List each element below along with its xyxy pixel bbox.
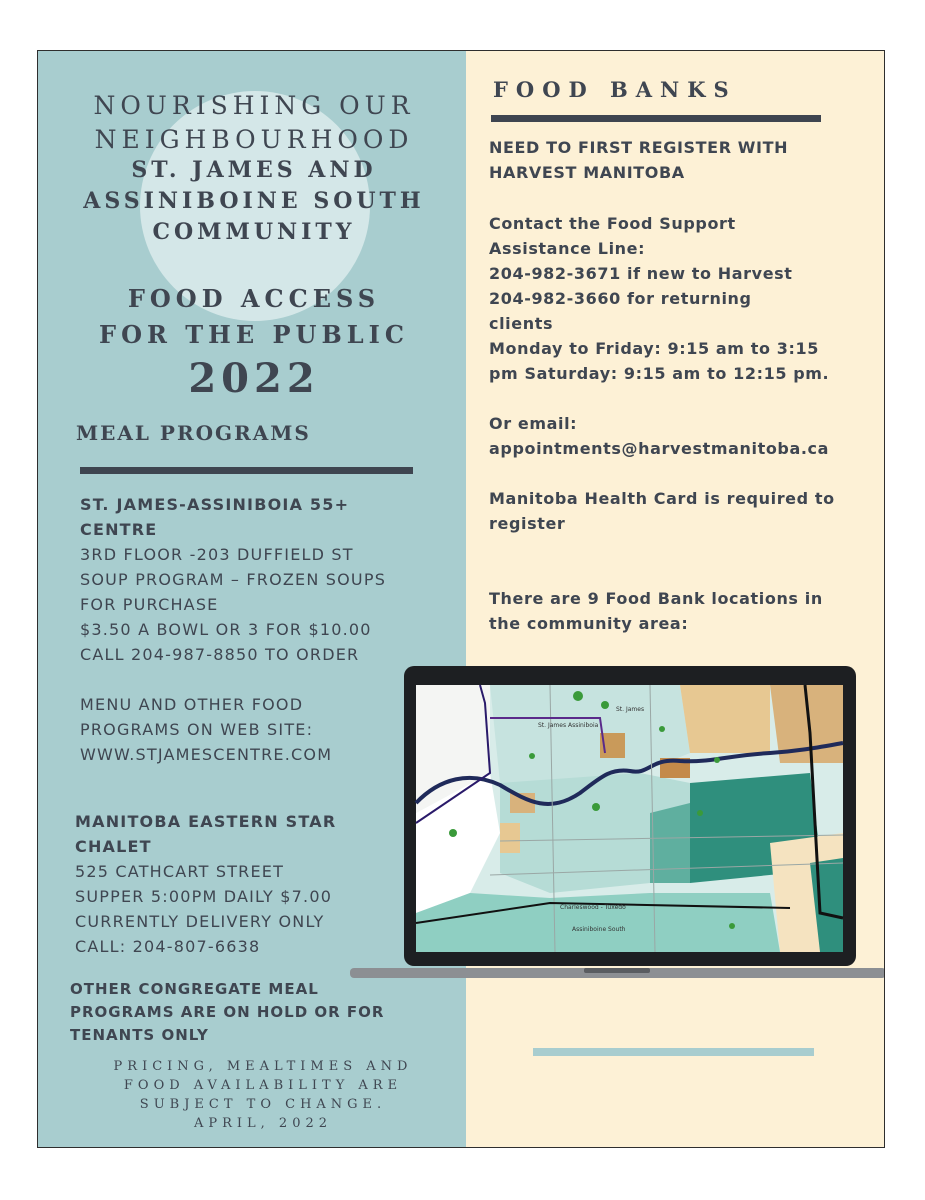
map-label-st-james-assiniboia: St. James Assiniboia <box>538 722 599 729</box>
flyer-frame <box>37 50 885 1148</box>
map-label-st-james: St. James <box>616 706 645 713</box>
email-info: Or email: appointments@harvestmanitoba.ca <box>489 414 830 458</box>
heading-year: 2022 <box>188 355 320 402</box>
meal-programs-title: MEAL PROGRAMS <box>76 421 311 445</box>
centre-details: 3RD FLOOR -203 DUFFIELD ST SOUP PROGRAM – FROZEN SOUPS FOR PURCHASE $3.50 A BOWL OR 3 FOR $10.00 CALL 204-987-8850 TO ORDER <box>80 545 387 664</box>
chalet-details: 525 CATHCART STREET SUPPER 5:00PM DAILY $7.00 CURRENTLY DELIVERY ONLY CALL: 204-807-6638 <box>75 862 333 956</box>
meal-programs-divider <box>80 467 413 474</box>
community-map <box>416 685 843 952</box>
other-programs-note: OTHER CONGREGATE MEAL PROGRAMS ARE ON HOLD OR FOR TENANTS ONLY <box>70 980 385 1044</box>
heading-nourishing: NOURISHING OUR NEIGHBOURHOOD <box>93 91 415 154</box>
heading-community: ST. JAMES AND ASSINIBOINE SOUTH COMMUNITY <box>83 157 425 245</box>
bottom-accent-bar <box>533 1048 814 1056</box>
locations-note: There are 9 Food Bank locations in the community area: <box>489 589 823 633</box>
centre-menu-info: MENU AND OTHER FOOD PROGRAMS ON WEB SITE: WWW.STJAMESCENTRE.COM <box>80 695 333 764</box>
laptop-notch <box>584 968 650 973</box>
contact-info: Contact the Food Support Assistance Line: 204-982-3671 if new to Harvest 204-982-3660 for returning clients Monday to Friday: 9:15 am to 3:15 pm Saturday: 9:15 am to 12:15 pm. <box>489 214 830 383</box>
health-card-note: Manitoba Health Card is required to register <box>489 489 835 533</box>
laptop-map-image <box>350 663 885 983</box>
map-label-assiniboine-south: Assiniboine South <box>572 926 626 933</box>
heading-food-access: FOOD ACCESS FOR THE PUBLIC <box>99 284 409 349</box>
register-note: NEED TO FIRST REGISTER WITH HARVEST MANITOBA <box>489 138 789 182</box>
food-banks-title: FOOD BANKS <box>493 77 737 102</box>
centre-name: ST. JAMES-ASSINIBOIA 55+ CENTRE <box>80 495 350 539</box>
chalet-name: MANITOBA EASTERN STAR CHALET <box>75 812 337 856</box>
pricing-note: PRICING, MEALTIMES AND FOOD AVAILABILITY ARE SUBJECT TO CHANGE. APRIL, 2022 <box>113 1059 413 1131</box>
food-banks-divider <box>491 115 821 122</box>
map-label-charleswood-tuxedo: Charleswood - Tuxedo <box>560 904 626 911</box>
